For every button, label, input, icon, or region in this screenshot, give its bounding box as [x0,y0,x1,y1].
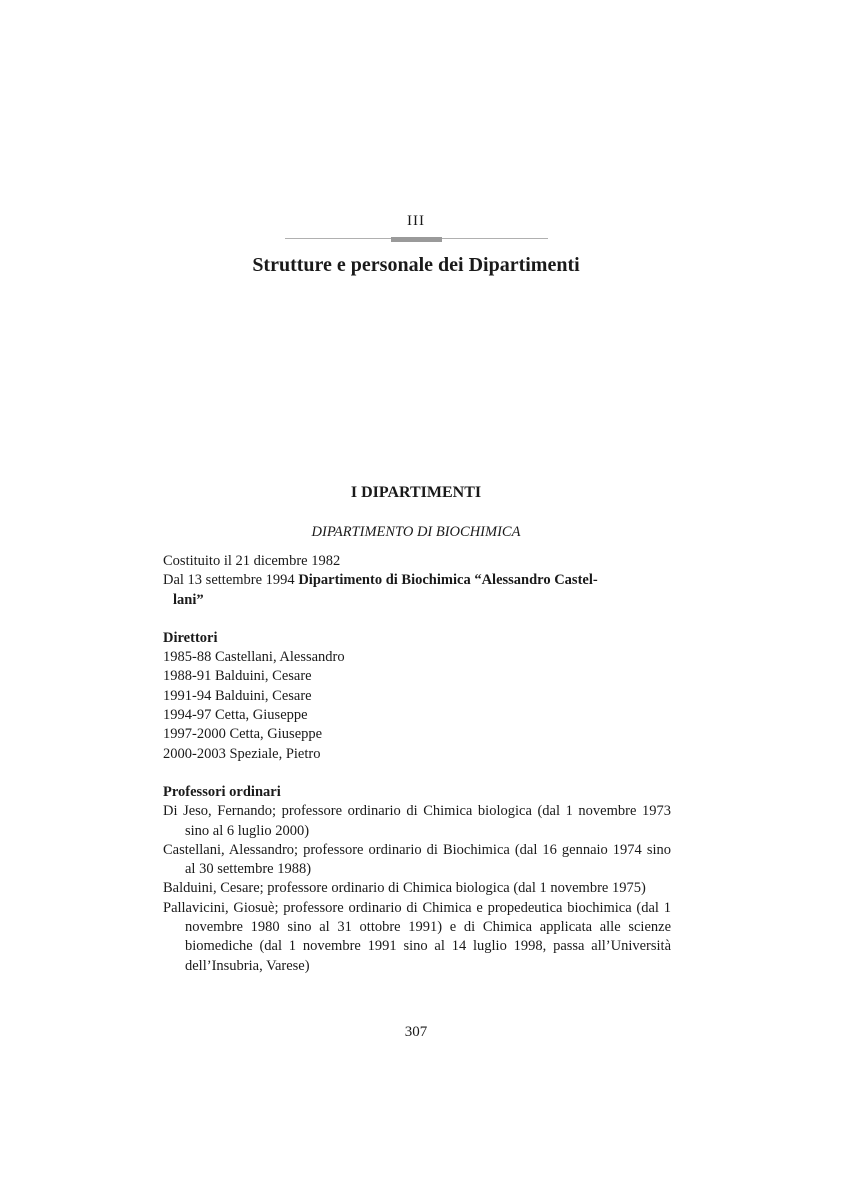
renaming-line [163,571,671,590]
chapter-title: Strutture e personale dei Dipartimenti [252,254,580,276]
document-body [163,552,671,976]
page-number: 307 [404,1024,428,1040]
chapter-number: III [407,213,425,229]
director-item: 2000-2003 Speziale, Pietro [163,745,321,762]
professors-list [163,802,671,976]
director-item: 1997-2000 Cetta, Giuseppe [163,726,323,743]
director-item: 1994-97 Cetta, Giuseppe [163,707,308,724]
chapter-divider-mark [391,237,442,242]
spacer [163,610,671,629]
professor-entry: Pallavicini, Giosuè; professore ordinario di Chimica e propedeutica biochimica (dal 1 novembre 1980 sino al 31 ottobre 1991) e di Chimica applicata alle scienze biomediche (dal 1 novembre 1991 sino al 14 luglio 1998, passa all’Università dell’Insubria, Varese) [163,899,671,974]
professor-entry: Balduini, Cesare; professore ordinario di Chimica biologica (dal 1 novembre 1975) [163,880,646,897]
renaming-prefix: Dal 13 settembre 1994 [163,572,299,589]
professor-entry: Di Jeso, Fernando; professore ordinario di Chimica biologica (dal 1 novembre 1973 sino al 6 luglio 2000) [163,803,671,839]
renaming-line-continued: lani” [173,591,204,608]
director-item: 1988-91 Balduini, Cesare [163,668,312,685]
professors-heading: Professori ordinari [163,783,281,800]
section-title: I DIPARTIMENTI [350,484,482,501]
spacer [163,764,671,783]
directors-heading: Direttori [163,629,218,646]
directors-list [163,648,671,764]
director-item: 1985-88 Castellani, Alessandro [163,649,345,666]
department-name: DIPARTIMENTO DI BIOCHIMICA [311,524,521,540]
professor-entry: Castellani, Alessandro; professore ordinario di Biochimica (dal 16 gennaio 1974 sino al 30 settembre 1988) [163,841,671,878]
founding-date: Costituito il 21 dicembre 1982 [163,553,341,569]
director-item: 1991-94 Balduini, Cesare [163,687,312,704]
renamed-department-name: Dipartimento di Biochimica “Alessandro Castel- [298,572,598,589]
